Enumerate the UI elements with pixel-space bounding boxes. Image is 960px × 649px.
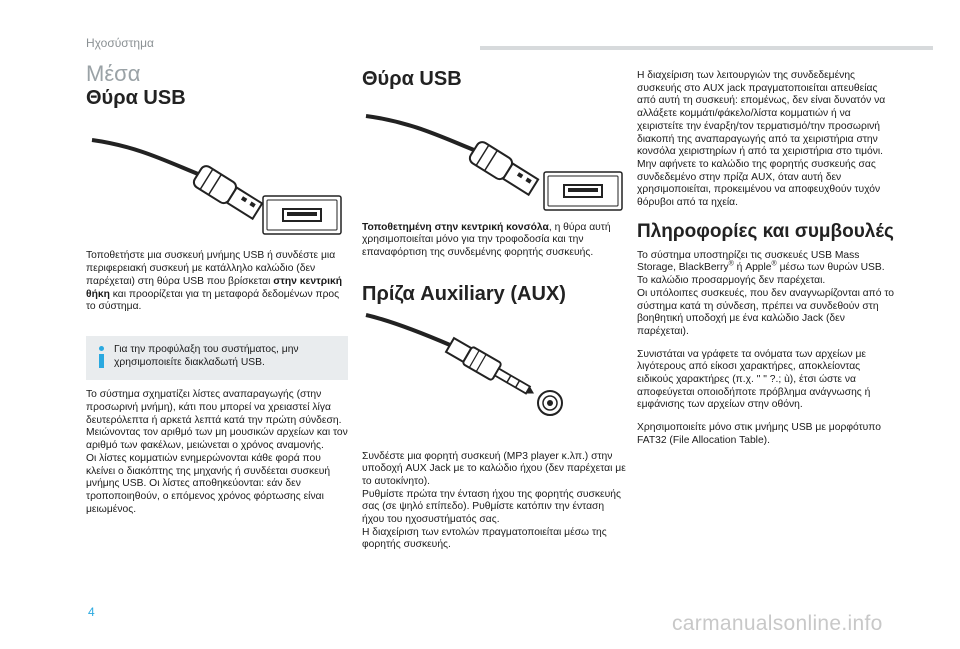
console-usb-text: , η θύρα αυτή χρησιμοποιείται μόνο για την τροφοδοσία και την επαναφόρτιση της συνδεμένης φορητής συσκευής. [362, 221, 611, 259]
registered-mark: ® [771, 261, 777, 269]
aux-connect-paragraph: Συνδέστε μια φορητή συσκευή (MP3 player κ.λπ.) στην υποδοχή AUX Jack με το καλώδιο ήχου (δεν παρέχεται με το αυτοκίνητο). [362, 450, 626, 487]
playlist-update-paragraph: Οι λίστες κομματιών ενημερώνονται κάθε φορά που κλείνει ο διακόπτης της μηχανής ή συνδέεται συσκευή μνήμης USB. Οι λίστες αποθηκεύονται: εάν δεν τροποποιηθούν, ο επόμενος χρόνος φόρτωσης είναι μειωμένος. [86, 452, 331, 515]
section-title: Μέσα [86, 61, 141, 86]
usb-intro-text-a: Τοποθετήστε μια συσκευή μνήμης USB ή συνδέστε μια περιφερειακή συσκευή με κατάλληλο καλώδιο (δεν παρέχεται) στη θύρα USB που βρίσκεται [86, 250, 336, 287]
adapter-paragraph: Το καλώδιο προσαρμογής δεν παρέχεται. [637, 275, 826, 287]
registered-mark: ® [728, 261, 734, 269]
supported-devices-paragraph [637, 250, 899, 275]
usb-plug-illustration [362, 92, 626, 212]
info-note [86, 336, 348, 380]
usb-port-icon [263, 196, 341, 234]
supported-text-b: ή Apple [733, 262, 772, 274]
page-number: 4 [88, 605, 95, 619]
aux-direct-control-paragraph: Η διαχείριση των λειτουργιών της συνδεδεμένης συσκευής στο AUX jack πραγματοποιείται απευθείας από αυτή τη συσκευή: επομένως, δεν είναι δυνατόν να αλλάξετε κομμάτι/φάκελο/λίστα κομματιών ή να χειριστείτε την έναρξη/τον τερματισμό/την προσωρινή διακοπή της αναπαραγωγής από τα χειριστήρια στην κονσόλα χειριστηρίων ή από τα χειριστήρια στο τιμόνι. [637, 70, 886, 158]
filenames-paragraph: Συνιστάται να γράφετε τα ονόματα των αρχείων με λιγότερους από είκοσι χαρακτήρες, αποκλείοντας ειδικούς χαρακτήρες (π.χ. " " ?.; ù), έτσι ώστε να αποφεύγεται οποιοδήποτε πρόβλημα ανάγνωσης ή εμφάνισης των αρχείων στην οθόνη. [637, 348, 871, 411]
usb-plug-illustration [86, 116, 348, 238]
heading-usb-port: Θύρα USB [86, 86, 186, 109]
aux-volume-paragraph: Ρυθμίστε πρώτα την ένταση ήχου της φορητής συσκευής σας (σε ψηλό επίπεδο). Ρυθμίστε κατόπιν την ένταση ήχου του ηχοσυστήματός σας. [362, 488, 621, 526]
header-bar [480, 46, 933, 50]
aux-figure [362, 311, 626, 431]
usb-intro-text-b: και προορίζεται για τη μεταφορά δεδομένων προς το σύστημα. [86, 288, 340, 313]
heading-aux: Πρίζα Auxiliary (AUX) [362, 282, 566, 305]
usb-port-icon [544, 172, 622, 210]
supported-text-a: Το σύστημα υποστηρίζει τις συσκευές USB Mass Storage, BlackBerry [637, 249, 860, 274]
header-section-title: Ηχοσύστημα [86, 36, 154, 50]
watermark: carmanualsonline.info [672, 612, 883, 635]
usb-figure-2 [362, 92, 626, 212]
non-music-paragraph: Μειώνοντας τον αριθμό των μη μουσικών αρχείων και τον αριθμό των φακέλων, μειώνεται ο χρόνος αναμονής. [86, 427, 348, 452]
aux-jack-illustration [362, 311, 626, 431]
column-right [637, 64, 899, 448]
aux-port-icon [538, 391, 562, 415]
supported-text-c: μέσω των θυρών USB. [776, 262, 885, 274]
info-note-text: Για την προφύλαξη του συστήματος, μην χρησιμοποιείτε διακλαδωτή USB. [114, 343, 299, 368]
heading-info-tips: Πληροφορίες και συμβουλές [637, 220, 894, 242]
console-usb-paragraph [362, 222, 626, 260]
column-left [86, 61, 348, 516]
column-middle [362, 64, 626, 552]
aux-control-paragraph: Η διαχείριση των εντολών πραγματοποιείται μέσω της φορητής συσκευής. [362, 526, 607, 551]
playlist-paragraph: Το σύστημα σχηματίζει λίστες αναπαραγωγής (στην προσωρινή μνήμη), κάτι που μπορεί να χρειαστεί λίγα δευτερόλεπτα ή αρκετά λεπτά κατά την πρώτη σύνδεση. [86, 389, 342, 426]
heading-usb-port-2: Θύρα USB [362, 68, 462, 90]
other-devices-paragraph: Οι υπόλοιπες συσκευές, που δεν αναγνωρίζονται από το σύστημα κατά τη σύνδεση, πρέπει να συνδεθούν στη βοηθητική υποδοχή με ένα καλώδιο Jack (δεν παρέχεται). [637, 287, 895, 337]
info-icon [96, 344, 107, 370]
usb-intro-bold: στην κεντρική θήκη [86, 275, 342, 300]
aux-cable-paragraph: Μην αφήνετε το καλώδιο της φορητής συσκευής σας συνδεδεμένο στην πρίζα AUX, όταν αυτή δεν χρησιμοποιείται, προκειμένου να αποφευχθούν τυχόν θόρυβοι από τα ηχεία. [637, 158, 881, 209]
fat32-paragraph: Χρησιμοποιείτε μόνο στικ μνήμης USB με μορφότυπο FAT32 (File Allocation Table). [637, 422, 881, 446]
console-usb-bold: Τοποθετημένη στην κεντρική κονσόλα [362, 221, 549, 233]
usb-figure [86, 116, 348, 238]
usb-intro-paragraph [86, 250, 348, 314]
